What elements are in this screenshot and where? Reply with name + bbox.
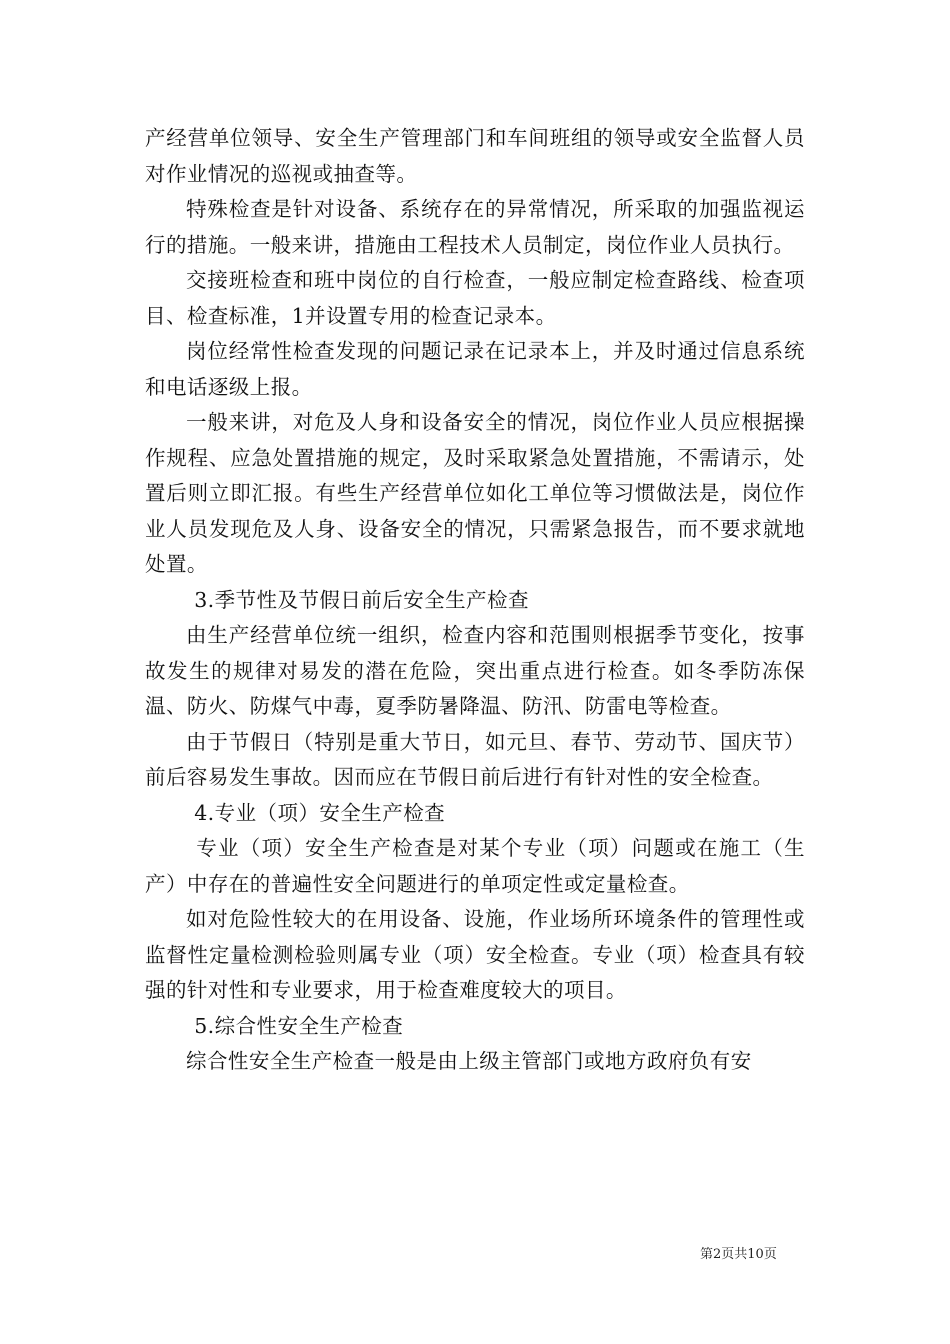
paragraph-routine-report: 岗位经常性检查发现的问题记录在记录本上，并及时通过信息系统和电话逐级上报。 xyxy=(145,339,805,399)
paragraph-holiday-inspection: 由于节假日（特别是重大节日，如元旦、春节、劳动节、国庆节）前后容易发生事故。因而应在节假日前后进行有针对性的安全检查。 xyxy=(145,729,805,789)
paragraph-specialized-definition: 专业（项）安全生产检查是对某个专业（项）问题或在施工（生产）中存在的普遍性安全问题进行的单项定性或定量检查。 xyxy=(145,836,805,896)
paragraph-comprehensive-start: 综合性安全生产检查一般是由上级主管部门或地方政府负有安 xyxy=(186,1049,752,1073)
section-heading-seasonal: 3.季节性及节假日前后安全生产检查 xyxy=(194,587,529,612)
paragraph-shift-handover: 交接班检查和班中岗位的自行检查，一般应制定检查路线、检查项目、检查标准，1并设置专用的检查记录本。 xyxy=(145,268,805,328)
paragraph-seasonal-organization: 由生产经营单位统一组织，检查内容和范围则根据季节变化，按事故发生的规律对易发的潜在危险，突出重点进行检查。如冬季防冻保温、防火、防煤气中毒，夏季防暑降温、防汛、防雷电等检查。 xyxy=(145,623,805,718)
paragraph-emergency-handling: 一般来讲，对危及人身和设备安全的情况，岗位作业人员应根据操作规程、应急处置措施的规定，及时采取紧急处置措施，不需请示，处置后则立即汇报。有些生产经营单位如化工单位等习惯做法是，岗位作业人员发现危及人身、设备安全的情况，只需紧急报告，而不要求就地处置。 xyxy=(145,410,805,576)
paragraph-specialized-example: 如对危险性较大的在用设备、设施，作业场所环境条件的管理性或监督性定量检测检验则属专业（项）安全检查。专业（项）检查具有较强的针对性和专业要求，用于检查难度较大的项目。 xyxy=(145,907,805,1002)
section-heading-comprehensive: 5.综合性安全生产检查 xyxy=(194,1013,404,1038)
document-body xyxy=(145,121,805,1080)
paragraph-continuation: 产经营单位领导、安全生产管理部门和车间班组的领导或安全监督人员对作业情况的巡视或抽查等。 xyxy=(145,126,805,186)
section-heading-specialized: 4.专业（项）安全生产检查 xyxy=(194,800,446,825)
paragraph-special-inspection: 特殊检查是针对设备、系统存在的异常情况，所采取的加强监视运行的措施。一般来讲，措施由工程技术人员制定，岗位作业人员执行。 xyxy=(145,197,805,257)
page-number-footer: 第2页共10页 xyxy=(700,1247,777,1262)
